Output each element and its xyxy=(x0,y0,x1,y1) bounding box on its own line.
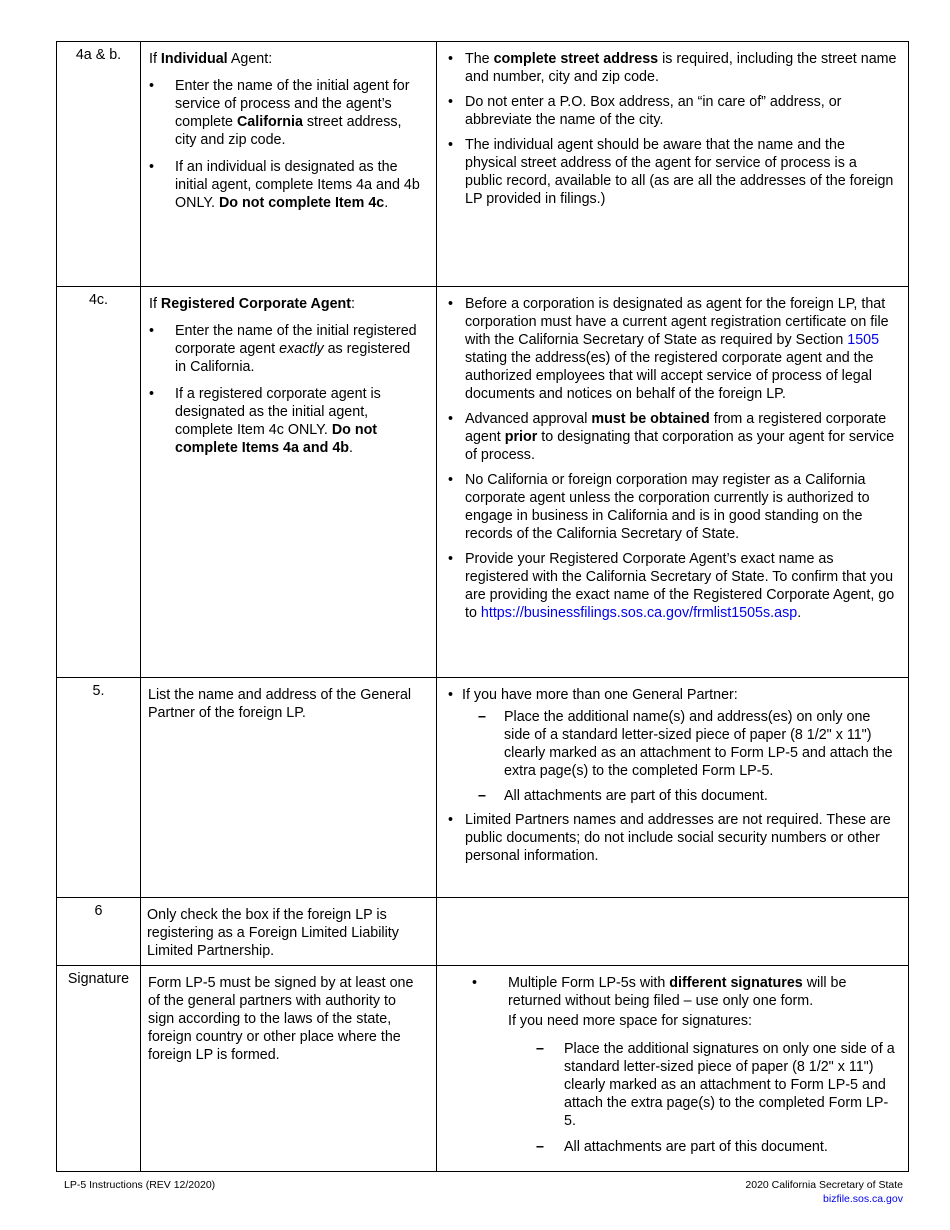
list-item: • Enter the name of the initial agent for service of process and the agent’s complete California street address, city and zip code. xyxy=(149,77,422,149)
item-number: 5. xyxy=(57,678,141,898)
list-item: • If an individual is designated as the initial agent, complete Items 4a and 4b ONLY. Do not complete Item 4c. xyxy=(149,158,422,212)
item-instructions: Only check the box if the foreign LP is registering as a Foreign Limited Liability Limited Partnership. xyxy=(141,898,437,966)
item-instructions: List the name and address of the General Partner of the foreign LP. xyxy=(141,678,437,898)
table-row xyxy=(57,287,909,678)
list-item: • If a registered corporate agent is designated as the initial agent, complete Item 4c ONLY. Do not complete Items 4a and 4b. xyxy=(149,385,422,457)
list-item: • Limited Partners names and addresses are not required. These are public documents; do not include social security numbers or other personal information. xyxy=(444,811,898,865)
item-notes xyxy=(437,42,909,287)
list-item: • Do not enter a P.O. Box address, an “in care of” address, or abbreviate the name of the city. xyxy=(444,93,898,129)
footer-copyright: 2020 California Secretary of State xyxy=(745,1179,903,1191)
list-item: – All attachments are part of this document. xyxy=(478,787,898,805)
item-number: 4a & b. xyxy=(57,42,141,287)
list-item: • Advanced approval must be obtained from a registered corporate agent prior to designating that corporation as your agent for service of process. xyxy=(444,410,898,464)
list-item: • Multiple Form LP-5s with different signatures will be returned without being filed – use only one form. If you need more space for signatures: – Place the additional signatures on only one side of a standard letter-sized piece of paper (8 1/2" x 11") clearly marked as an attachment to Form LP-5 and attach the extra page(s) to the completed Form LP-5. – All attachments are part of this document. xyxy=(472,974,898,1156)
list-item: • No California or foreign corporation may register as a California corporate agent unless the corporation currently is authorized to engage in business in California and is in good standing on the records of the California Secretary of State. xyxy=(444,471,898,543)
table-row xyxy=(57,42,909,287)
list-item: – Place the additional signatures on only one side of a standard letter-sized piece of paper (8 1/2" x 11") clearly marked as an attachment to Form LP-5 and attach the extra page(s) to the completed Form LP-5. xyxy=(536,1040,898,1130)
item-number: 4c. xyxy=(57,287,141,678)
item-number: 6 xyxy=(57,898,141,966)
list-item: • The complete street address is required, including the street name and number, city and zip code. xyxy=(444,50,898,86)
table-row xyxy=(57,678,909,898)
item-number: Signature xyxy=(57,966,141,1172)
instructions-table xyxy=(56,41,909,1172)
section-1505-link[interactable]: 1505 xyxy=(847,332,880,348)
table-row xyxy=(57,966,909,1172)
list-item: – Place the additional name(s) and address(es) on only one side of a standard letter-sized piece of paper (8 1/2" x 11") clearly marked as an attachment to Form LP-5 and attach the extra page(s) to the completed Form LP-5. xyxy=(478,708,898,780)
item-notes xyxy=(437,898,909,966)
list-item: • Enter the name of the initial registered corporate agent exactly as registered in California. xyxy=(149,322,422,376)
table-row xyxy=(57,898,909,966)
list-item: • Before a corporation is designated as agent for the foreign LP, that corporation must have a current agent registration certificate on file with the California Secretary of State as required by Section 1505 stating the address(es) of the registered corporate agent and the authorized employees that will accept service of process of legal documents and notices on behalf of the foreign LP. xyxy=(444,295,898,403)
list-item: – All attachments are part of this document. xyxy=(536,1138,898,1156)
item-instructions: If Individual Agent: • Enter the name of the initial agent for service of process and the agent’s complete California street address, city and zip code. • If an individual is designated as the initial agent, complete Items 4a and 4b ONLY. Do not complete Item 4c. xyxy=(141,42,437,287)
bizfile-link[interactable]: bizfile.sos.ca.gov xyxy=(823,1193,903,1205)
item-notes xyxy=(437,678,909,898)
corporate-agent-list-link[interactable]: https://businessfilings.sos.ca.gov/frmlist1505s.asp xyxy=(480,605,798,621)
list-item: • If you have more than one General Partner: – Place the additional name(s) and address(es) on only one side of a standard letter-sized piece of paper (8 1/2" x 11") clearly marked as an attachment to Form LP-5 and attach the extra page(s) to the completed Form LP-5. – All attachments are part of this document. xyxy=(444,686,898,805)
list-item: • The individual agent should be aware that the name and the physical street address of the agent for service of process is a public record, available to all (as are all the addresses of the foreign LP provided in filings.) xyxy=(444,136,898,208)
item-instructions: Form LP-5 must be signed by at least one of the general partners with authority to sign according to the laws of the state, foreign country or other place where the foreign LP is formed. xyxy=(141,966,437,1172)
item-notes xyxy=(437,287,909,678)
footer-revision: LP-5 Instructions (REV 12/2020) xyxy=(64,1179,216,1191)
item-notes xyxy=(437,966,909,1172)
list-item: • Provide your Registered Corporate Agent’s exact name as registered with the California Secretary of State. To confirm that you are providing the exact name of the Registered Corporate Agent, go to https://businessfilings.sos.ca.gov/frmlist1505s.asp. xyxy=(444,550,898,622)
item-instructions: If Registered Corporate Agent: • Enter the name of the initial registered corporate agent exactly as registered in California. • If a registered corporate agent is designated as the initial agent, complete Item 4c ONLY. Do not complete Items 4a and 4b. xyxy=(141,287,437,678)
